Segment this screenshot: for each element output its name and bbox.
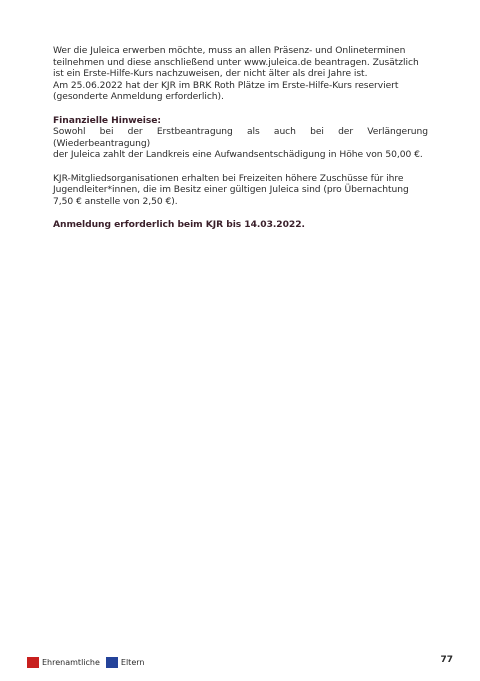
registration-note: Anmeldung erforderlich beim KJR bis 14.03.2022. xyxy=(53,219,305,230)
text-line: Am 25.06.2022 hat der KJR im BRK Roth Plätze im Erste-Hilfe-Kurs reserviert xyxy=(53,80,399,91)
finance-paragraph xyxy=(53,116,428,162)
finance-heading: Finanzielle Hinweise: xyxy=(53,115,161,126)
text-line: Sowohl bei der Erstbeantragung als auch bei der Verlängerung (Wiederbeantragung) xyxy=(53,127,428,149)
legend-swatch-blue xyxy=(106,657,118,668)
legend-label: Eltern xyxy=(120,657,145,667)
legend-label: Ehrenamtliche xyxy=(42,657,100,667)
paragraph-spacer xyxy=(53,162,428,174)
legend xyxy=(27,656,150,668)
text-line: KJR-Mitgliedsorganisationen erhalten bei Freizeiten höhere Zuschüsse für ihre xyxy=(53,173,404,184)
text-line: teilnehmen und diese anschließend unter www.juleica.de beantragen. Zusätzlich xyxy=(53,57,419,68)
text-line: Wer die Juleica erwerben möchte, muss an allen Präsenz- und Onlineterminen xyxy=(53,46,406,56)
text-line: Jugendleiter*innen, die im Besitz einer gültigen Juleica sind (pro Übernachtung xyxy=(53,185,409,196)
text-line: der Juleica zahlt der Landkreis eine Aufwandsentschädigung in Höhe von 50,00 €. xyxy=(53,150,423,161)
paragraph-spacer xyxy=(53,208,428,220)
text-line: ist ein Erste-Hilfe-Kurs nachzuweisen, der nicht älter als drei Jahre ist. xyxy=(53,69,368,80)
body-text xyxy=(53,46,428,232)
text-line: 7,50 € anstelle von 2,50 €). xyxy=(53,196,178,207)
legend-swatch-red xyxy=(27,657,39,668)
legend-item-eltern xyxy=(106,657,145,668)
legend-item-ehrenamtliche xyxy=(27,657,100,668)
text-line: (gesonderte Anmeldung erforderlich). xyxy=(53,92,224,103)
paragraph-spacer xyxy=(53,104,428,116)
registration-paragraph xyxy=(53,220,428,232)
page-number: 77 xyxy=(440,655,453,665)
member-paragraph xyxy=(53,174,428,209)
intro-paragraph xyxy=(53,46,428,104)
